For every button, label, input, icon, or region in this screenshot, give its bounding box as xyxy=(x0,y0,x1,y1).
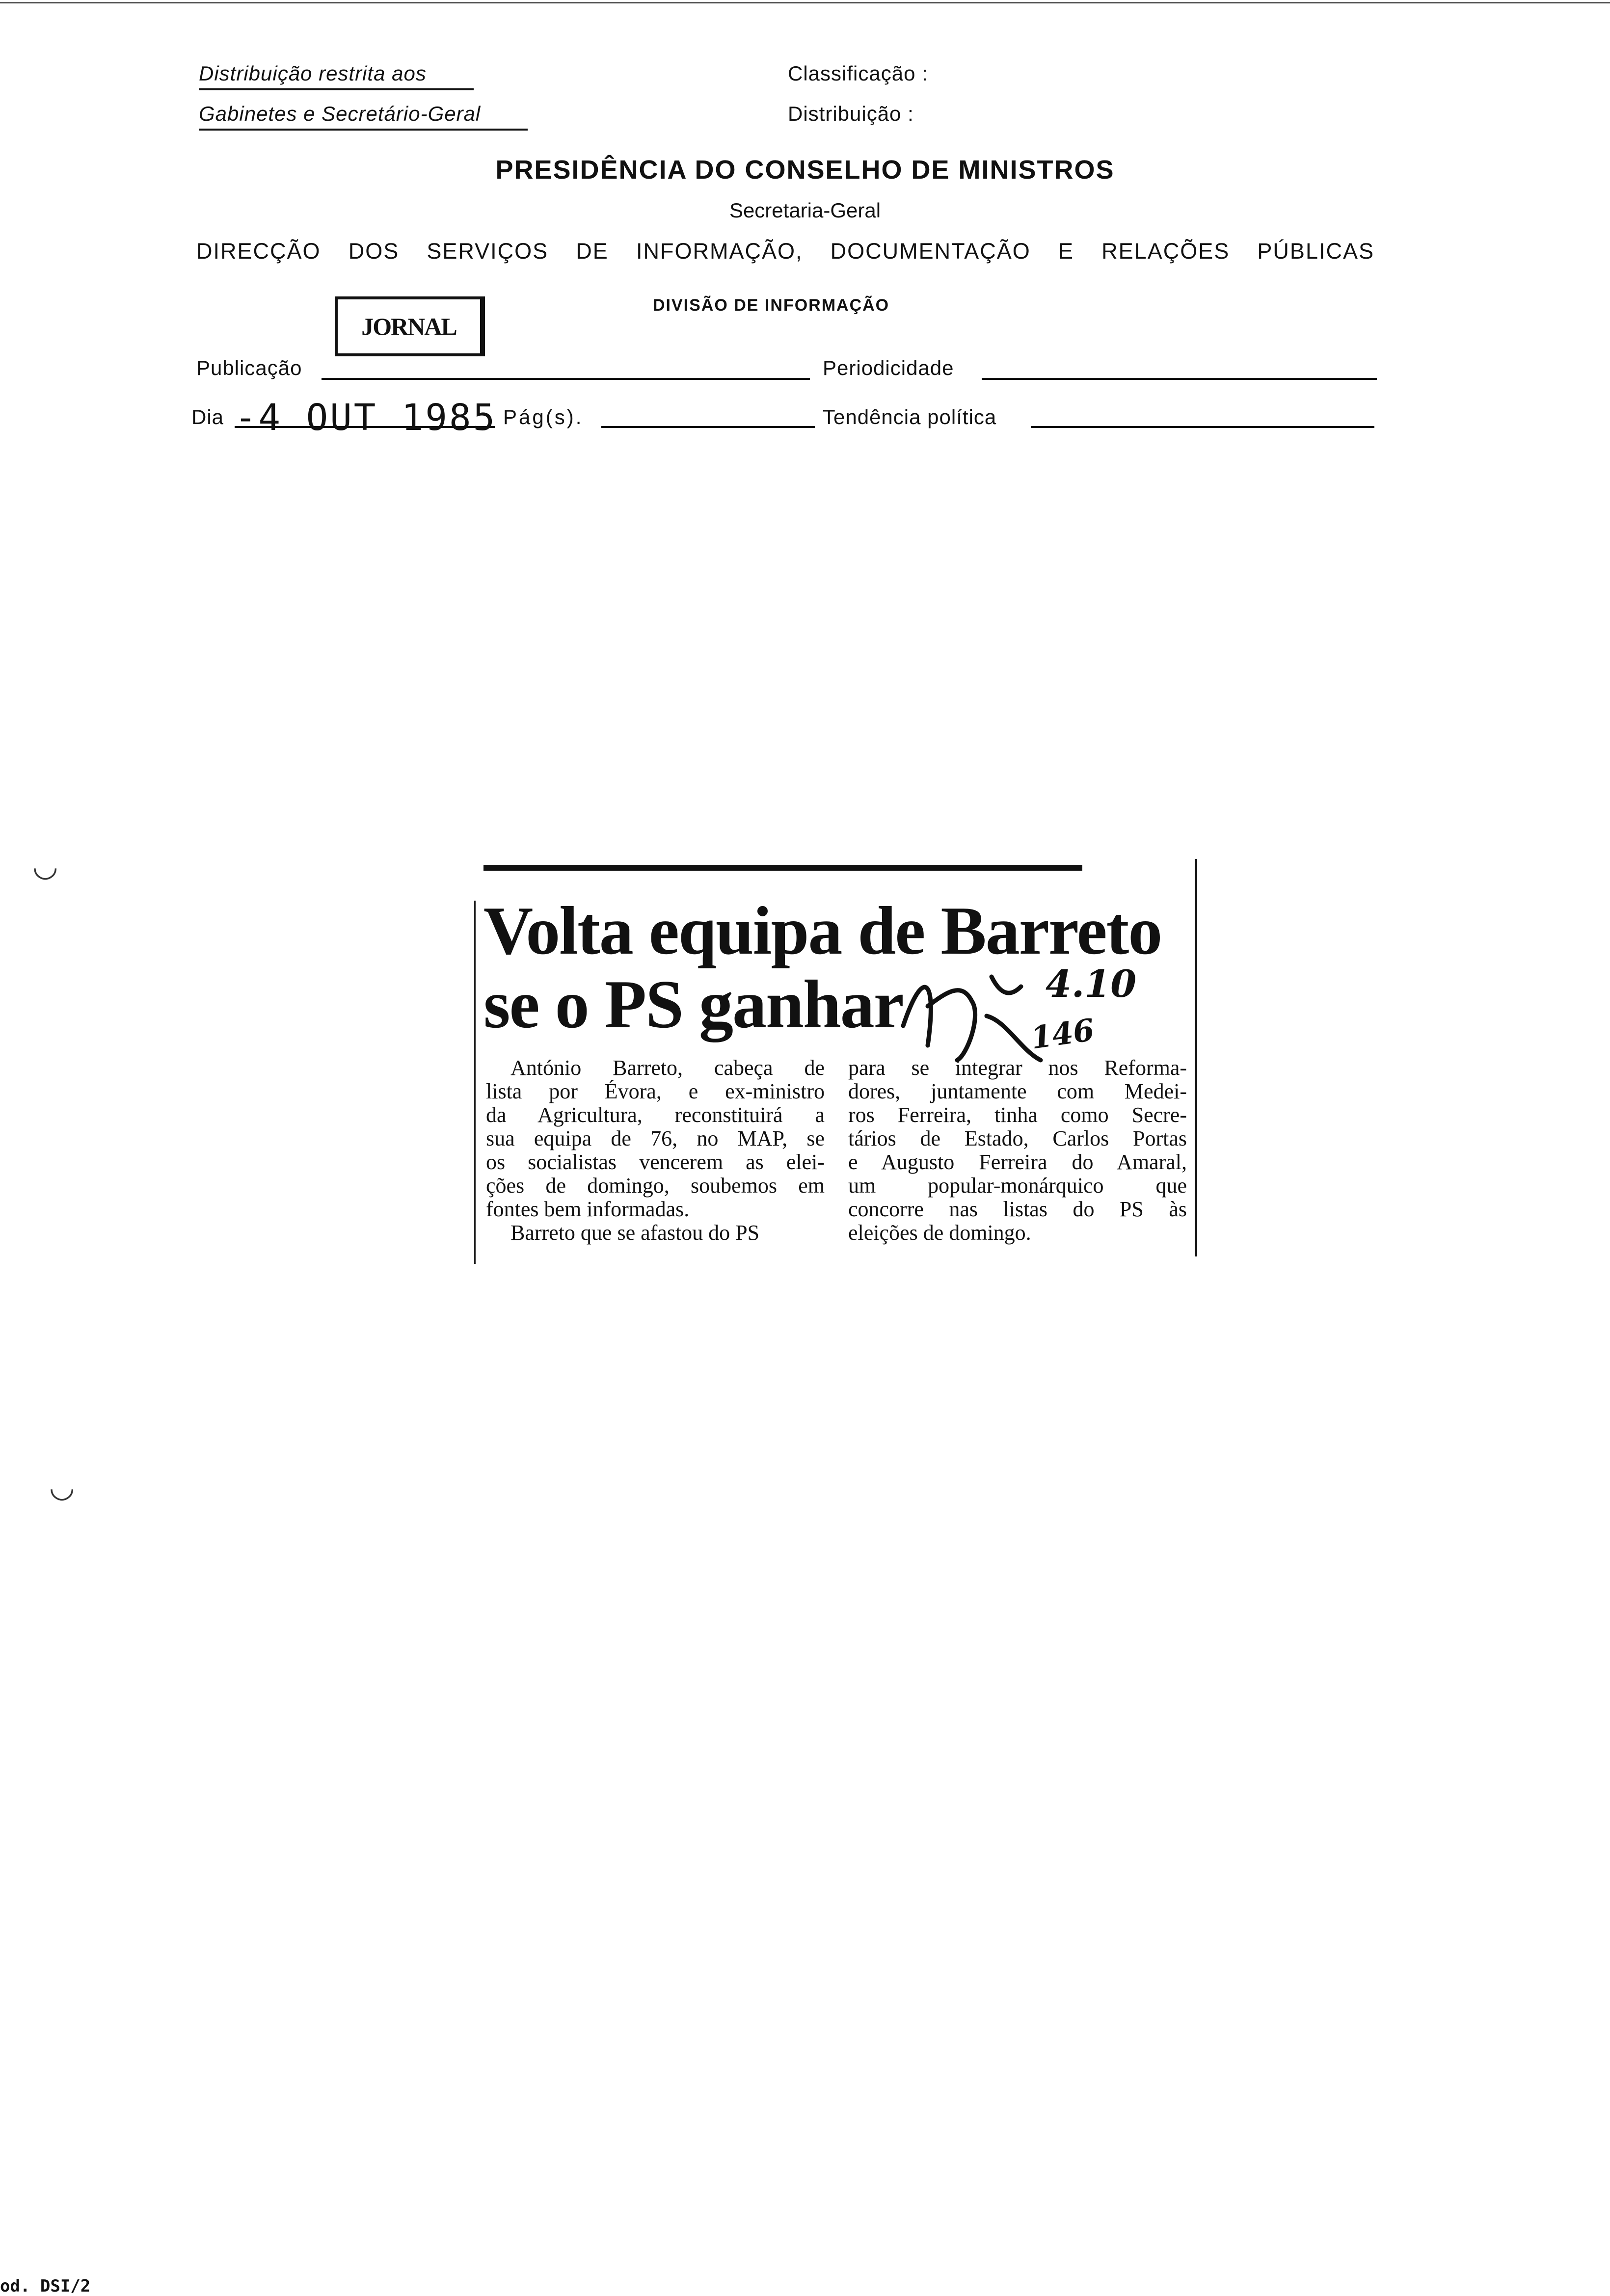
periodicity-field-line xyxy=(982,378,1377,380)
handwritten-number-note: 146 xyxy=(1028,1012,1097,1056)
secretariat-title: Secretaria-Geral xyxy=(729,199,881,222)
day-field-line xyxy=(235,426,495,428)
headline-line-2: se o PS ganhar xyxy=(483,966,903,1042)
scan-mark: ◡ xyxy=(32,850,58,882)
article-line: António Barreto, cabeça de xyxy=(510,1056,825,1080)
article-line: ros Ferreira, tinha como Secre- xyxy=(848,1103,1187,1127)
distribution-restricted-line: Distribuição restrita aos xyxy=(199,62,474,90)
form-code: od. DSI/2 xyxy=(0,2276,91,2296)
distribution-label: Distribuição : xyxy=(788,102,914,125)
article-line: Barreto que se afastou do PS xyxy=(510,1221,760,1245)
article-line: e Augusto Ferreira do Amaral, xyxy=(848,1150,1187,1174)
distribution-cabinets-line: Gabinetes e Secretário-Geral xyxy=(199,102,528,131)
article-line: lista por Évora, e ex-ministro xyxy=(486,1079,825,1103)
article-line: fontes bem informadas. xyxy=(486,1197,690,1221)
publication-stamp: JORNAL xyxy=(335,296,485,356)
article-line: dores, juntamente com Medei- xyxy=(848,1079,1187,1103)
handwritten-date-note: 4.10 xyxy=(1046,962,1137,1006)
division-title: DIVISÃO DE INFORMAÇÃO xyxy=(653,296,890,315)
organization-title: PRESIDÊNCIA DO CONSELHO DE MINISTROS xyxy=(495,155,1115,185)
publication-field-line xyxy=(322,378,810,380)
pages-field-line xyxy=(601,426,815,428)
article-line: sua equipa de 76, no MAP, se xyxy=(486,1126,825,1150)
date-stamp: -4 OUT 1985 xyxy=(235,397,497,439)
day-label: Dia xyxy=(191,405,224,428)
article-column-2 xyxy=(848,1056,1187,1245)
scan-mark: ◡ xyxy=(49,1470,75,1503)
political-tendency-field-line xyxy=(1031,426,1374,428)
article-line: ções de domingo, soubemos em xyxy=(486,1174,825,1198)
article-column-1 xyxy=(486,1056,825,1245)
clipping-top-rule xyxy=(483,865,1082,871)
clipping-left-rule xyxy=(474,901,476,1264)
article-line: tários de Estado, Carlos Portas xyxy=(848,1126,1187,1150)
article-line: um popular-monárquico que xyxy=(848,1174,1187,1198)
article-line: eleições de domingo. xyxy=(848,1221,1031,1245)
article-line: da Agricultura, reconstituirá a xyxy=(486,1103,825,1127)
pages-label: Pág(s). xyxy=(503,405,584,428)
article-line: concorre nas listas do PS às xyxy=(848,1197,1187,1221)
publication-label: Publicação xyxy=(196,356,302,379)
top-border-line xyxy=(0,2,1610,3)
article-line: os socialistas vencerem as elei- xyxy=(486,1150,825,1174)
directorate-title: DIRECÇÃO DOS SERVIÇOS DE INFORMAÇÃO, DOCUMENTAÇÃO E RELAÇÕES PÚBLICAS xyxy=(196,239,1374,264)
classification-label: Classificação : xyxy=(788,62,928,85)
political-tendency-label: Tendência política xyxy=(823,405,997,428)
headline-line-1: Volta equipa de Barreto xyxy=(483,893,1162,969)
article-line: para se integrar nos Reforma- xyxy=(848,1056,1187,1080)
periodicity-label: Periodicidade xyxy=(823,356,954,379)
